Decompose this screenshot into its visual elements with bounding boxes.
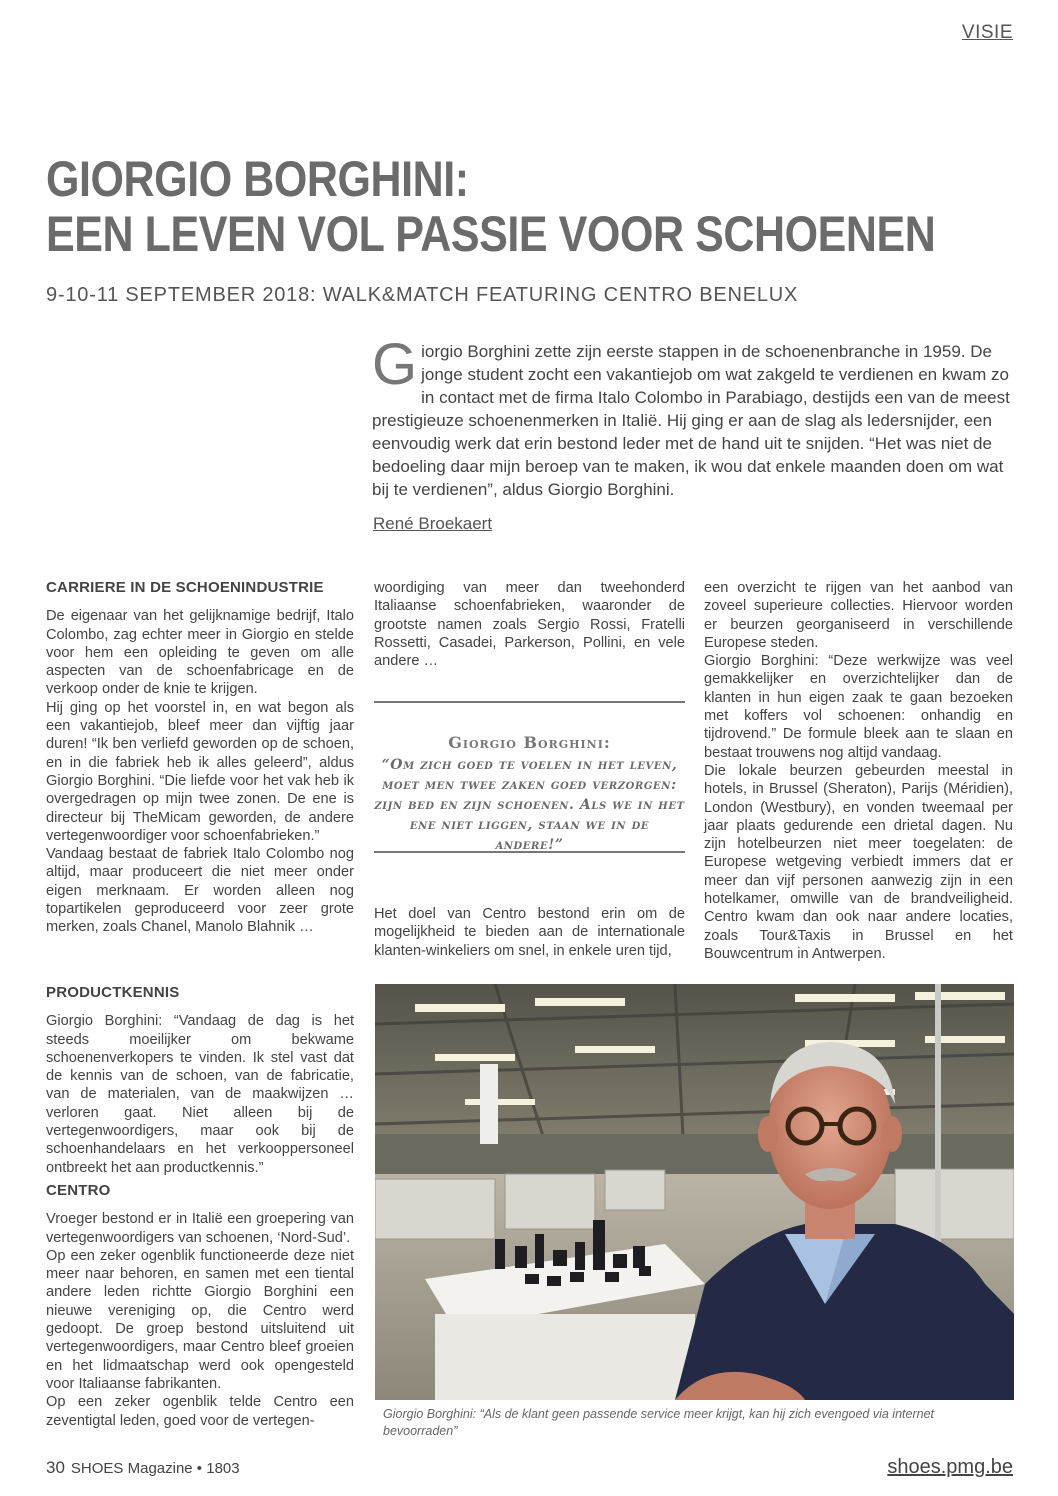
article-title (46, 152, 1009, 262)
photo-caption: Giorgio Borghini: “Als de klant geen passende service meer krijgt, kan hij zich evengoed via internet bevoorraden” (383, 1407, 934, 1438)
quote-text: “Om zich goed te voelen in het leven, moet men twee zaken goed verzorgen: zijn bed en zijn schoenen. Als we in het ene niet liggen, staan we in de andere!” (374, 757, 685, 853)
author-byline[interactable]: René Broekaert (373, 514, 493, 533)
intro-text: iorgio Borghini zette zijn eerste stappen in de schoenenbranche in 1959. De jonge student zocht een vakantiejob om wat zakgeld te verdienen en kwam zo in contact met de firma Italo Colombo in Parabiago, destijds een van de meest prestigieuze schoenenmerken in Italië. Hij ging er aan de slag als ledersnijder, een eenvoudig werk dat erin bestond leder met de hand uit te snijden. “Het was niet de bedoeling daar mijn beroep van te maken, ik wou dat enkele maanden doen om wat bij te verdienen”, aldus Giorgio Borghini. (372, 342, 1010, 499)
paragraph: Giorgio Borghini: “Vandaag de dag is het steeds moeilijker om bekwame schoenenverkopers te vinden. Ik stel vast dat de kennis van de schoen, van de fabricatie, van de materialen, van de maakwijzen … verloren gaat. Niet alleen bij de vertegenwoordigers, maar ook bij de schoenhandelaars en het verkooppersoneel ontbreekt het aan productkennis.” (46, 1013, 354, 1176)
paragraph: Vandaag bestaat de fabriek Italo Colombo nog altijd, maar produceert die niet meer onder eigen merknaam. Er worden alleen nog topartikelen geproduceerd voor zeer grote merken, zoals Chanel, Manolo Blahnik … (46, 846, 354, 936)
section-tag[interactable]: VISIE (961, 22, 1013, 43)
photo-illustration (375, 984, 1014, 1400)
quote-attribution: Giorgio Borghini: (448, 733, 611, 752)
heading-centro: CENTRO (46, 1182, 111, 1199)
column-2-top (374, 579, 685, 670)
heading-carriere: CARRIERE IN DE SCHOENINDUSTRIE (46, 579, 324, 596)
column-1-centro (46, 1182, 354, 1430)
heading-productkennis: PRODUCTKENNIS (46, 984, 180, 1001)
footer-url-link[interactable]: shoes.pmg.be (887, 1456, 1013, 1478)
pull-quote (374, 701, 685, 853)
column-2-bottom (374, 905, 685, 960)
column-1-productkennis (46, 984, 354, 1177)
column-1-top (46, 579, 354, 937)
paragraph: Die lokale beurzen gebeurden meestal in hotels, in Brussel (Sheraton), Parijs (Méridien), London (Westbury), en vonden tweemaal per jaar plaats gedurende een drietal dagen. Nu zijn hotelbeurzen niet meer toegelaten: de Europese wetgeving verbiedt immers dat er meer dan vijf personen aanwezig zijn in een hotelkamer, omwille van de brandveiligheid. Centro kwam dan ook naar andere locaties, zoals Tour&Taxis in Brussel en het Bouwcentrum in Antwerpen. (704, 762, 1013, 962)
paragraph: Op een zeker ogenblik telde Centro een zeventigtal leden, goed voor de vertegen- (46, 1394, 354, 1429)
drop-cap: G (372, 332, 418, 397)
title-line-1: GIORGIO BORGHINI: (46, 151, 469, 207)
title-line-2: EEN LEVEN VOL PASSIE VOOR SCHOENEN (46, 206, 936, 262)
paragraph: Het doel van Centro bestond erin om de mogelijkheid te bieden aan de internationale klanten-winkeliers om snel, in enkele uren tijd, (374, 906, 685, 959)
paragraph: Vroeger bestond er in Italië een groepering van vertegenwoordigers van schoenen, ‘Nord-Sud’. (46, 1211, 354, 1246)
page-number: 30 (46, 1458, 65, 1477)
paragraph: De eigenaar van het gelijknamige bedrijf, Italo Colombo, zag echter meer in Giorgio en stelde voor hem een opleiding te geven om alle aspecten van de schoenfabricage en de verkoop onder de knie te krijgen. (46, 608, 354, 698)
paragraph: woordiging van meer dan tweehonderd Italiaanse schoenfabrieken, waaronder de grootste namen zoals Sergio Rossi, Fratelli Rossetti, Casadei, Parkerson, Pollini, en vele andere … (374, 580, 685, 670)
paragraph: Op een zeker ogenblik functioneerde deze niet meer naar behoren, en samen met een tiental andere leden richtte Giorgio Borghini een nieuwe vereniging op, die Centro werd gedoopt. De groep bestond uitsluitend uit vertegenwoordigers, maar Centro bleef groeien en het lidmaatschap werd ook opengesteld voor Italiaanse fabrikanten. (46, 1247, 354, 1392)
column-3 (704, 579, 1013, 963)
article-photo (375, 984, 1014, 1400)
intro-paragraph (372, 332, 1012, 501)
paragraph: Giorgio Borghini: “Deze werkwijze was veel gemakkelijker en overzichtelijker dan de klanten in hun eigen zaak te gaan bezoeken met koffers vol schoenen: onhandig en tijdrovend.” De formule bleek aan te slaan en bestaat trouwens nog altijd vandaag. (704, 653, 1013, 761)
paragraph: Hij ging op het voorstel in, en wat begon als een vakantiejob, bleef meer dan vijftig jaar duren! “Ik ben verliefd geworden op de schoen, en in die fabriek heb ik alles geleerd”, aldus Giorgio Borghini. “Die liefde voor het vak heb ik overgedragen op mijn twee zonen. De ene is directeur bij TheMicam geworden, de andere vertegenwoordiger voor schoenfabrieken.” (46, 699, 354, 844)
footer-left (46, 1458, 240, 1478)
article-subtitle: 9-10-11 SEPTEMBER 2018: WALK&MATCH FEATURING CENTRO BENELUX (46, 284, 799, 306)
paragraph: een overzicht te rijgen van het aanbod van zoveel superieure collecties. Hiervoor worden er beurzen georganiseerd in verschillende Europese steden. (704, 580, 1013, 651)
magazine-issue: SHOES Magazine • 1803 (70, 1460, 240, 1477)
